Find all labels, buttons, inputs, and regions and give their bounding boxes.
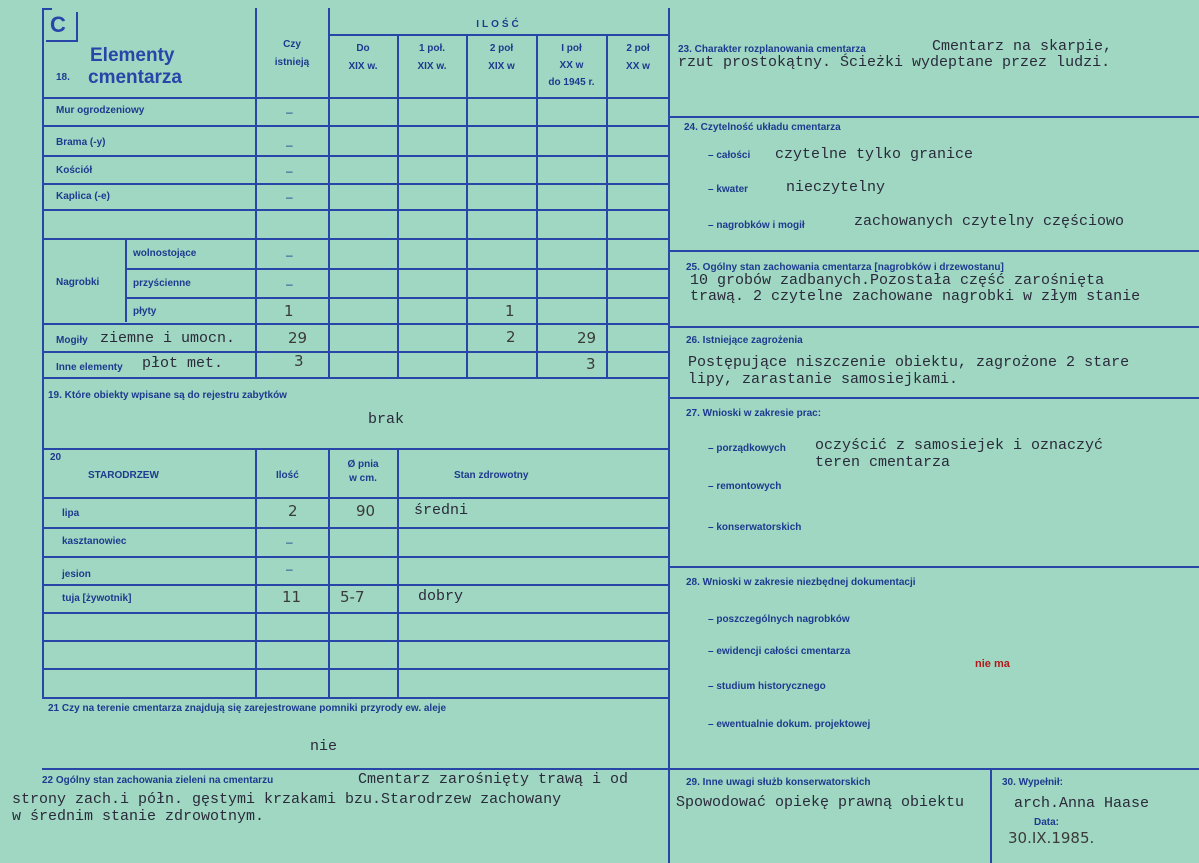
s20-col-diam-l1: Ø pnia xyxy=(347,459,379,470)
s25-label: 25. Ogólny stan zachowania cmentarza [nagrobków i drzewostanu] xyxy=(686,262,1004,273)
row-wolno-label: wolnostojące xyxy=(133,248,197,259)
period-1pol-xx xyxy=(538,40,605,91)
tree-health: średni xyxy=(414,502,469,519)
s24-calosci: – całości xyxy=(708,150,751,161)
s25-text2: trawą. 2 czytelne zachowane nagrobki w złym stanie xyxy=(690,288,1141,305)
tree-name: tuja [żywotnik] xyxy=(62,593,132,604)
row-kosciol-exists: – xyxy=(286,164,293,178)
row-inne-label: Inne elementy xyxy=(56,362,123,373)
s28-stamp: nie ma xyxy=(975,658,1010,670)
s30-label: 30. Wypełnił: xyxy=(1002,777,1063,788)
s26-text1: Postępujące niszczenie obiektu, zagrożone 2 stare xyxy=(688,354,1130,371)
tree-name: lipa xyxy=(62,508,80,519)
row-kaplica-exists: – xyxy=(286,190,293,204)
s26-text2: lipy, zarastanie samosiejkami. xyxy=(688,371,959,388)
period-2pol-xx-l1: 2 poł xyxy=(626,43,650,54)
s24-nagrobkow-value: zachowanych czytelny częściowo xyxy=(854,213,1125,230)
row-mur-exists: – xyxy=(286,105,293,119)
s20-col-qty: Ilość xyxy=(276,470,299,481)
row-mur-label: Mur ogrodzeniowy xyxy=(56,105,145,116)
period-2pol-xix-l1: 2 poł xyxy=(489,43,514,54)
s25-text1: 10 grobów zadbanych.Pozostała część zarośnięta xyxy=(690,272,1105,289)
row-nagrobki-label: Nagrobki xyxy=(56,277,100,288)
period-2pol-xx xyxy=(608,40,668,76)
s24-kwater: – kwater xyxy=(708,184,749,195)
row-mogily-label: Mogiły xyxy=(56,335,88,346)
row-inne-exists: 3 xyxy=(294,352,304,370)
tree-name: kasztanowiec xyxy=(62,536,127,547)
period-1pol-xix xyxy=(399,40,465,76)
s23-text2: rzut prostokątny. Ścieżki wydeptane przez ludzi. xyxy=(678,54,1111,71)
s27-porz-value2: teren cmentarza xyxy=(815,454,951,471)
tree-qty: 11 xyxy=(282,588,302,606)
s29-label: 29. Inne uwagi służb konserwatorskich xyxy=(686,777,871,788)
s28-item-4: – ewentualnie dokum. projektowej xyxy=(708,719,871,730)
row-kosciol-label: Kościół xyxy=(56,165,93,176)
period-2pol-xix xyxy=(468,40,535,76)
row-plyty-2pol-xix: 1 xyxy=(505,302,515,320)
col-exists-line1: Czy xyxy=(283,39,301,50)
s23-label: 23. Charakter rozplanowania cmentarza xyxy=(678,44,866,55)
s21-label: 21 Czy na terenie cmentarza znajdują się zarejestrowane pomniki przyrody ew. aleje xyxy=(48,703,447,714)
s28-label: 28. Wnioski w zakresie niezbędnej dokumentacji xyxy=(686,577,916,588)
row-inne-1pol-xx: 3 xyxy=(586,355,596,373)
s28-item-3: – studium historycznego xyxy=(708,681,826,692)
row-kaplica-label: Kaplica (-e) xyxy=(56,191,110,202)
s22-text1: Cmentarz zarośnięty trawą i od xyxy=(358,771,629,788)
row-mogily-2pol-xix: 2 xyxy=(506,328,516,346)
period-1pol-xix-l2: XIX w. xyxy=(417,61,447,72)
col-exists-line2: istnieją xyxy=(274,57,310,68)
period-1pol-xx-l3: do 1945 r. xyxy=(548,77,595,88)
tree-health: dobry xyxy=(418,588,464,605)
tree-qty: – xyxy=(286,535,293,549)
s23-text1: Cmentarz na skarpie, xyxy=(932,38,1113,55)
row-brama-exists: – xyxy=(286,138,293,152)
s27-porz: – porządkowych xyxy=(708,443,786,454)
s20-number: 20 xyxy=(50,452,62,463)
s27-rem: – remontowych xyxy=(708,481,782,492)
s19-value: brak xyxy=(368,411,405,428)
s20-col-diam-l2: w cm. xyxy=(349,473,377,484)
s19-label: 19. Które obiekty wpisane są do rejestru zabytków xyxy=(48,390,287,401)
row-inne-hand: płot met. xyxy=(142,355,224,372)
s24-nagrobkow: – nagrobków i mogił xyxy=(708,220,805,231)
s20-head: STARODRZEW xyxy=(88,470,159,481)
tree-qty: – xyxy=(286,562,293,576)
s26-label: 26. Istniejące zagrożenia xyxy=(686,335,803,346)
row-przysc-exists: – xyxy=(286,277,293,291)
row-przysc-label: przyścienne xyxy=(133,278,191,289)
row-brama-label: Brama (-y) xyxy=(56,137,106,148)
s18-number: 18. xyxy=(56,72,70,83)
row-mogily-exists: 29 xyxy=(288,329,308,347)
period-do-xix-l2: XIX w. xyxy=(348,61,378,72)
s18-title-1: Elementy xyxy=(90,45,175,66)
period-do-xix-l1: Do xyxy=(356,43,370,54)
tree-diam: 5-7 xyxy=(340,588,365,606)
section-letter: C xyxy=(50,12,66,37)
period-do-xix xyxy=(330,40,396,76)
s18-title-2: cmentarza xyxy=(88,67,182,88)
s29-text: Spowodować opiekę prawną obiektu xyxy=(676,794,965,811)
row-mogily-hand: ziemne i umocn. xyxy=(100,330,236,347)
s21-value: nie xyxy=(310,738,338,755)
row-mogily-1pol-xx: 29 xyxy=(577,329,597,347)
s24-calosci-value: czytelne tylko granice xyxy=(775,146,974,163)
s28-item-2: – ewidencji całości cmentarza xyxy=(708,646,851,657)
period-2pol-xx-l2: XX w xyxy=(626,61,650,72)
s22-text3: w średnim stanie zdrowotnym. xyxy=(12,808,265,825)
s27-kons: – konserwatorskich xyxy=(708,522,802,533)
s20-col-health: Stan zdrowotny xyxy=(454,470,529,481)
s30-name: arch.Anna Haase xyxy=(1014,795,1150,812)
tree-name: jesion xyxy=(62,569,91,580)
s24-kwater-value: nieczytelny xyxy=(786,179,886,196)
col-exists-header xyxy=(257,36,327,72)
tree-diam: 90 xyxy=(356,502,376,520)
s22-label: 22 Ogólny stan zachowania zieleni na cmentarzu xyxy=(42,775,274,786)
row-wolno-exists: – xyxy=(286,248,293,262)
period-2pol-xix-l2: XIX w xyxy=(488,61,515,72)
period-1pol-xx-l2: XX w xyxy=(559,60,584,71)
s20-col-diam xyxy=(330,458,396,486)
s24-label: 24. Czytelność układu cmentarza xyxy=(684,122,841,133)
tree-qty: 2 xyxy=(288,502,298,520)
s28-item-1: – poszczególnych nagrobków xyxy=(708,614,850,625)
period-1pol-xix-l1: 1 poł. xyxy=(418,43,446,54)
ilosc-header: ILOŚĆ xyxy=(476,19,522,30)
period-1pol-xx-l1: I poł xyxy=(561,43,582,54)
s27-label: 27. Wnioski w zakresie prac: xyxy=(686,408,822,419)
row-plyty-label: płyty xyxy=(133,306,157,317)
row-plyty-exists: 1 xyxy=(284,302,294,320)
s30-date-label: Data: xyxy=(1034,817,1060,828)
s22-text2: strony zach.i półn. gęstymi krzakami bzu.Starodrzew zachowany xyxy=(12,791,562,808)
s27-porz-value1: oczyścić z samosiejek i oznaczyć xyxy=(815,437,1104,454)
s30-date: 30.IX.1985. xyxy=(1008,829,1095,847)
